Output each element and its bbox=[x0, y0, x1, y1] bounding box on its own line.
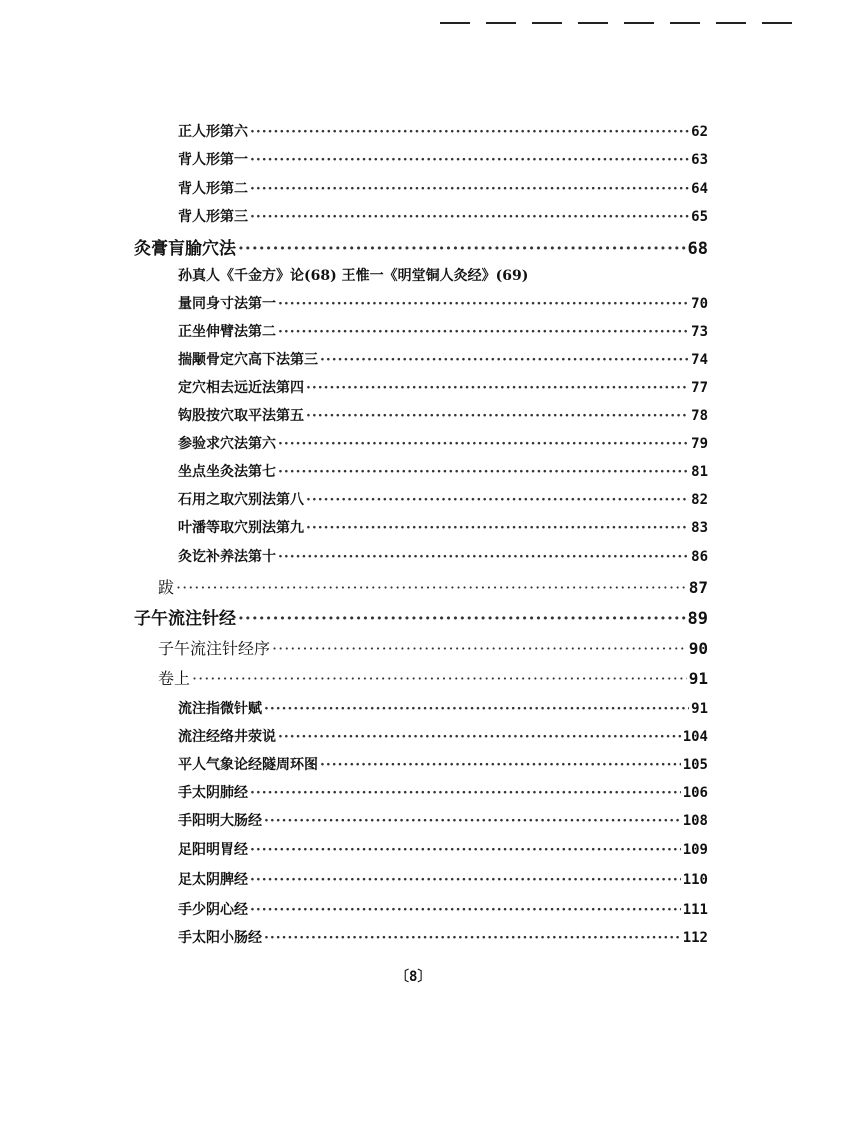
toc-entry bbox=[178, 782, 708, 802]
toc-entry-page: 65 bbox=[691, 209, 708, 225]
toc-entry-title: 正坐伸臂法第二 bbox=[178, 324, 276, 340]
toc-entry-title: 子午流注针经序 bbox=[158, 639, 271, 658]
dot-leader bbox=[176, 578, 687, 597]
toc-entry bbox=[178, 377, 708, 397]
toc-entry-title: 流注指微针赋 bbox=[178, 701, 262, 717]
toc-entry-page: 91 bbox=[691, 701, 708, 717]
dash bbox=[762, 22, 792, 24]
toc-entry bbox=[178, 546, 708, 566]
dot-leader bbox=[278, 464, 689, 480]
toc-entry-page: 83 bbox=[691, 520, 708, 536]
dot-leader bbox=[250, 902, 681, 918]
toc-entry bbox=[178, 461, 708, 481]
toc-entry-page: 89 bbox=[687, 609, 708, 629]
toc-entry-title: 手太阴肺经 bbox=[178, 785, 248, 801]
toc-entry-title: 灸膏肓腧穴法 bbox=[134, 239, 236, 259]
dot-leader bbox=[250, 842, 681, 858]
toc-entry-title: 坐点坐灸法第七 bbox=[178, 464, 276, 480]
toc-section-heading bbox=[134, 604, 708, 629]
dot-leader bbox=[278, 729, 681, 745]
dash bbox=[670, 22, 700, 24]
toc-entry-title: 手阳明大肠经 bbox=[178, 813, 262, 829]
toc-entry bbox=[178, 121, 708, 141]
toc-entry-title: 背人形第二 bbox=[178, 181, 248, 197]
toc-entry bbox=[178, 754, 708, 774]
dot-leader bbox=[306, 380, 689, 396]
dash bbox=[716, 22, 746, 24]
toc-entry-page: 81 bbox=[691, 464, 708, 480]
toc-entry bbox=[178, 869, 708, 889]
toc-entry-page: 105 bbox=[682, 757, 708, 773]
dot-leader bbox=[278, 296, 689, 312]
toc-entry bbox=[178, 149, 708, 169]
toc-entry-page: 106 bbox=[682, 785, 708, 801]
toc-entry-title: 背人形第一 bbox=[178, 152, 248, 168]
dot-leader bbox=[238, 609, 686, 629]
toc-entry-page: 109 bbox=[682, 842, 708, 858]
dot-leader bbox=[264, 813, 681, 829]
toc-entry-title: 手太阳小肠经 bbox=[178, 930, 262, 946]
toc-entry-title: 揣颙骨定穴高下法第三 bbox=[178, 352, 318, 368]
toc-entry bbox=[178, 349, 708, 369]
dot-leader bbox=[306, 520, 689, 536]
dot-leader bbox=[250, 124, 689, 140]
toc-entry-page: 110 bbox=[682, 872, 708, 888]
dot-leader bbox=[306, 492, 689, 508]
toc-entry bbox=[178, 810, 708, 830]
toc-entry-note: 孙真人《千金方》论(68) 王惟一《明堂铜人灸经》(69) bbox=[178, 268, 529, 284]
dot-leader bbox=[278, 436, 689, 452]
dot-leader bbox=[264, 701, 689, 717]
dot-leader bbox=[264, 930, 681, 946]
toc-entry-page: 87 bbox=[688, 578, 708, 597]
toc-entry bbox=[178, 698, 708, 718]
toc-entry-title: 跋 bbox=[158, 578, 175, 597]
toc-entry-title: 正人形第六 bbox=[178, 124, 248, 140]
dot-leader bbox=[278, 549, 689, 565]
dot-leader bbox=[250, 872, 681, 888]
toc-entry-title: 足阳明胃经 bbox=[178, 842, 248, 858]
dot-leader bbox=[192, 669, 687, 688]
dot-leader bbox=[320, 757, 681, 773]
toc-entry-title: 背人形第三 bbox=[178, 209, 248, 225]
toc-entry-title: 灸讫补养法第十 bbox=[178, 549, 276, 565]
dot-leader bbox=[238, 239, 686, 259]
dot-leader bbox=[250, 181, 689, 197]
toc-entry bbox=[178, 433, 708, 453]
toc-entry bbox=[178, 899, 708, 919]
toc-entry bbox=[178, 517, 708, 537]
dash bbox=[578, 22, 608, 24]
toc-entry-title: 钩股按穴取平法第五 bbox=[178, 408, 304, 424]
toc-entry-page: 68 bbox=[687, 239, 708, 259]
toc-entry-page: 64 bbox=[691, 181, 708, 197]
toc-entry-page: 62 bbox=[691, 124, 708, 140]
dot-leader bbox=[306, 408, 689, 424]
toc-entry-page: 74 bbox=[691, 352, 708, 368]
toc-section-heading bbox=[134, 234, 708, 259]
toc-entry-page: 112 bbox=[682, 930, 708, 946]
dot-leader bbox=[250, 209, 689, 225]
toc-entry bbox=[178, 927, 708, 947]
toc-entry-title: 手少阴心经 bbox=[178, 902, 248, 918]
toc-entry-page: 90 bbox=[688, 639, 708, 658]
toc-entry-title: 叶潘等取穴别法第九 bbox=[178, 520, 304, 536]
toc-entry bbox=[178, 178, 708, 198]
toc-entry-page: 104 bbox=[682, 729, 708, 745]
toc-entry bbox=[178, 293, 708, 313]
dash bbox=[624, 22, 654, 24]
toc-entry-title: 石用之取穴别法第八 bbox=[178, 492, 304, 508]
dash bbox=[486, 22, 516, 24]
toc-entry bbox=[178, 321, 708, 341]
dot-leader bbox=[278, 324, 689, 340]
toc-entry bbox=[178, 405, 708, 425]
toc-entry-page: 91 bbox=[688, 669, 708, 688]
dot-leader bbox=[320, 352, 689, 368]
dash bbox=[532, 22, 562, 24]
toc-entry-title: 平人气象论经隧周环图 bbox=[178, 757, 318, 773]
toc-entry-title: 足太阴脾经 bbox=[178, 872, 248, 888]
toc-entry bbox=[178, 726, 708, 746]
toc-entry-page: 63 bbox=[691, 152, 708, 168]
toc-entry-title: 卷上 bbox=[158, 669, 191, 688]
toc-entry bbox=[178, 206, 708, 226]
toc-entry-page: 82 bbox=[691, 492, 708, 508]
toc-entry-title: 参验求穴法第六 bbox=[178, 436, 276, 452]
toc-entry-title: 流注经络井荥说 bbox=[178, 729, 276, 745]
toc-entry bbox=[158, 666, 708, 689]
toc-entry-page: 108 bbox=[682, 813, 708, 829]
page-number: 〔8〕 bbox=[395, 969, 432, 985]
toc-entry bbox=[158, 636, 708, 659]
toc-entry-page: 111 bbox=[682, 902, 708, 918]
dot-leader bbox=[272, 639, 687, 658]
header-dashes bbox=[440, 12, 860, 32]
toc-entry-title: 定穴相去远近法第四 bbox=[178, 380, 304, 396]
toc-entry-page: 77 bbox=[691, 380, 708, 396]
toc-entry-page: 78 bbox=[691, 408, 708, 424]
dot-leader bbox=[250, 785, 681, 801]
toc-entry-page: 79 bbox=[691, 436, 708, 452]
toc-entry bbox=[178, 489, 708, 509]
dash bbox=[440, 22, 470, 24]
toc-entry-title: 量同身寸法第一 bbox=[178, 296, 276, 312]
toc-entry-page: 70 bbox=[691, 296, 708, 312]
toc-entry-page: 86 bbox=[691, 549, 708, 565]
toc-entry-page: 73 bbox=[691, 324, 708, 340]
dot-leader bbox=[250, 152, 689, 168]
toc-entry-title: 子午流注针经 bbox=[134, 609, 236, 629]
toc-entry bbox=[158, 575, 708, 598]
toc-entry bbox=[178, 839, 708, 859]
